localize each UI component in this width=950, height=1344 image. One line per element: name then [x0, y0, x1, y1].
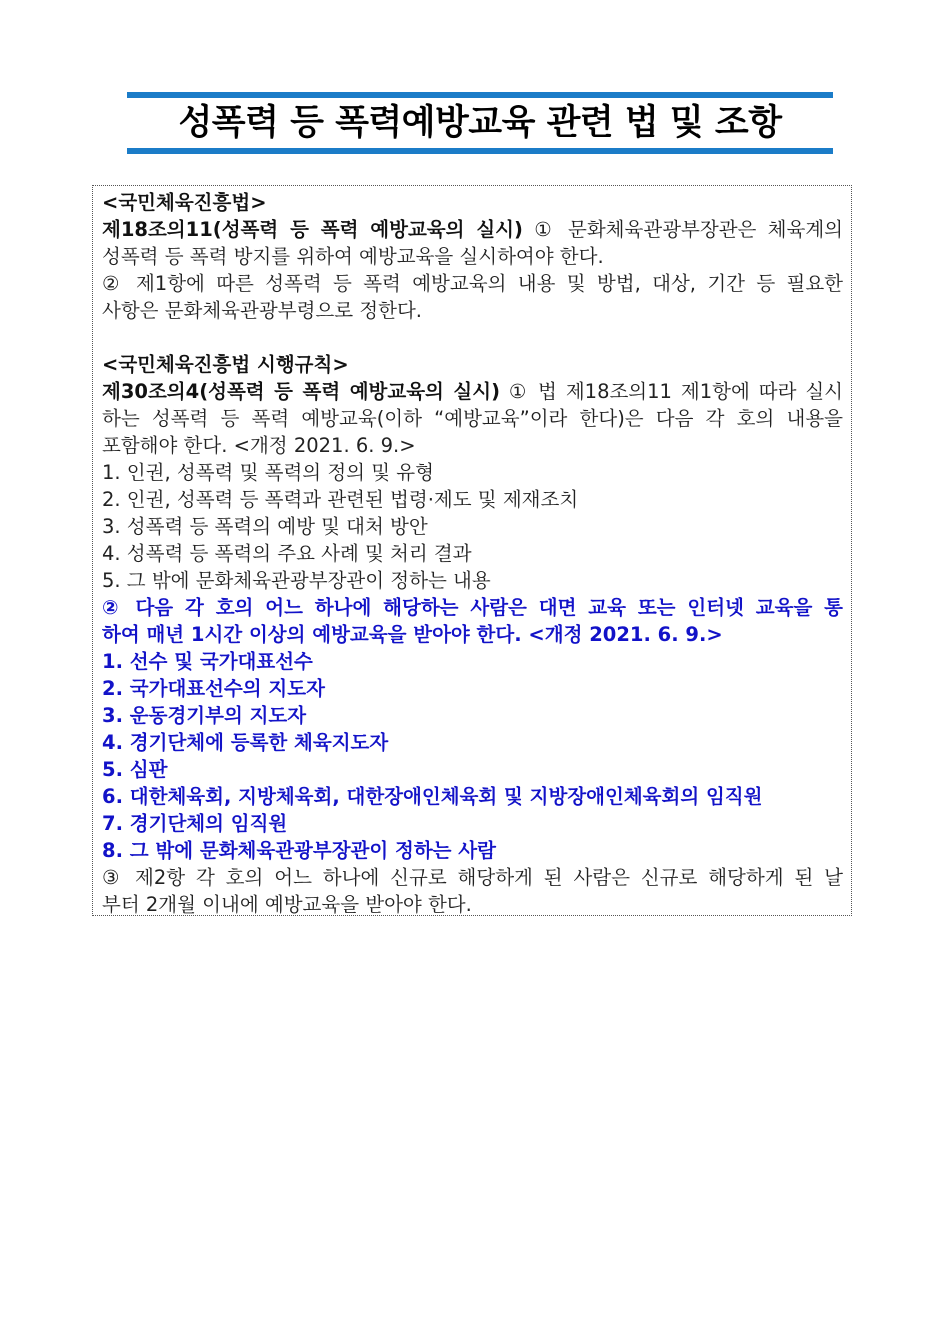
law-content-box [92, 185, 852, 916]
list-item: 1. 인권, 성폭력 및 폭력의 정의 및 유형 [102, 461, 434, 484]
law1-line: ② 제1항에 따른 성폭력 등 폭력 예방교육의 내용 및 방법, 대상, 기간 등 필요한 [102, 272, 843, 295]
law2-paragraph3-line: 부터 2개월 이내에 예방교육을 받아야 한다. [102, 893, 472, 916]
law1-line: 사항은 문화체육관광부령으로 정한다. [102, 299, 422, 322]
title-bottom-bar [127, 148, 833, 154]
highlight-list-item: 5. 심판 [102, 758, 168, 781]
list-item: 3. 성폭력 등 폭력의 예방 및 대처 방안 [102, 515, 428, 538]
highlight-list-item: 4. 경기단체에 등록한 체육지도자 [102, 731, 389, 754]
highlight-list-item: 3. 운동경기부의 지도자 [102, 704, 307, 727]
highlight-list-item: 8. 그 밖에 문화체육관광부장관이 정하는 사람 [102, 839, 496, 862]
highlight-list-item: 2. 국가대표선수의 지도자 [102, 677, 325, 700]
law2-heading: <국민체육진흥법 시행규칙> [102, 353, 349, 376]
spacer [102, 324, 843, 351]
list-item: 5. 그 밖에 문화체육관광부장관이 정하는 내용 [102, 569, 491, 592]
highlight-list-item: 1. 선수 및 국가대표선수 [102, 650, 313, 673]
law1-article-line [102, 216, 843, 243]
highlight-paragraph-line: ② 다음 각 호의 어느 하나에 해당하는 사람은 대면 교육 또는 인터넷 교육을 통 [102, 596, 843, 619]
law1-article-title: 제18조의11(성폭력 등 폭력 예방교육의 실시) [102, 218, 523, 241]
title-block [127, 92, 833, 156]
law1-article-text: ① 문화체육관광부장관은 체육계의 [522, 218, 843, 241]
law1-heading: <국민체육진흥법> [102, 191, 267, 214]
law1-line: 성폭력 등 폭력 방지를 위하여 예방교육을 실시하여야 한다. [102, 245, 604, 268]
list-item: 4. 성폭력 등 폭력의 주요 사례 및 처리 결과 [102, 542, 472, 565]
law2-line: 하는 성폭력 등 폭력 예방교육(이하 “예방교육”이라 한다)은 다음 각 호의 내용을 [102, 407, 843, 430]
highlight-list-item: 6. 대한체육회, 지방체육회, 대한장애인체육회 및 지방장애인체육회의 임직원 [102, 785, 763, 808]
law2-article-text: ① 법 제18조의11 제1항에 따라 실시 [500, 380, 843, 403]
law2-line: 포함해야 한다. <개정 2021. 6. 9.> [102, 434, 416, 457]
highlight-list-item: 7. 경기단체의 임직원 [102, 812, 288, 835]
law2-paragraph3-line: ③ 제2항 각 호의 어느 하나에 신규로 해당하게 된 사람은 신규로 해당하게 된 날 [102, 866, 843, 889]
list-item: 2. 인권, 성폭력 등 폭력과 관련된 법령·제도 및 제재조치 [102, 488, 579, 511]
law2-article-line [102, 378, 843, 405]
highlight-paragraph-line: 하여 매년 1시간 이상의 예방교육을 받아야 한다. <개정 2021. 6. 9.> [102, 623, 723, 646]
page-title: 성폭력 등 폭력예방교육 관련 법 및 조항 [178, 103, 782, 143]
law2-article-title: 제30조의4(성폭력 등 폭력 예방교육의 실시) [102, 380, 500, 403]
